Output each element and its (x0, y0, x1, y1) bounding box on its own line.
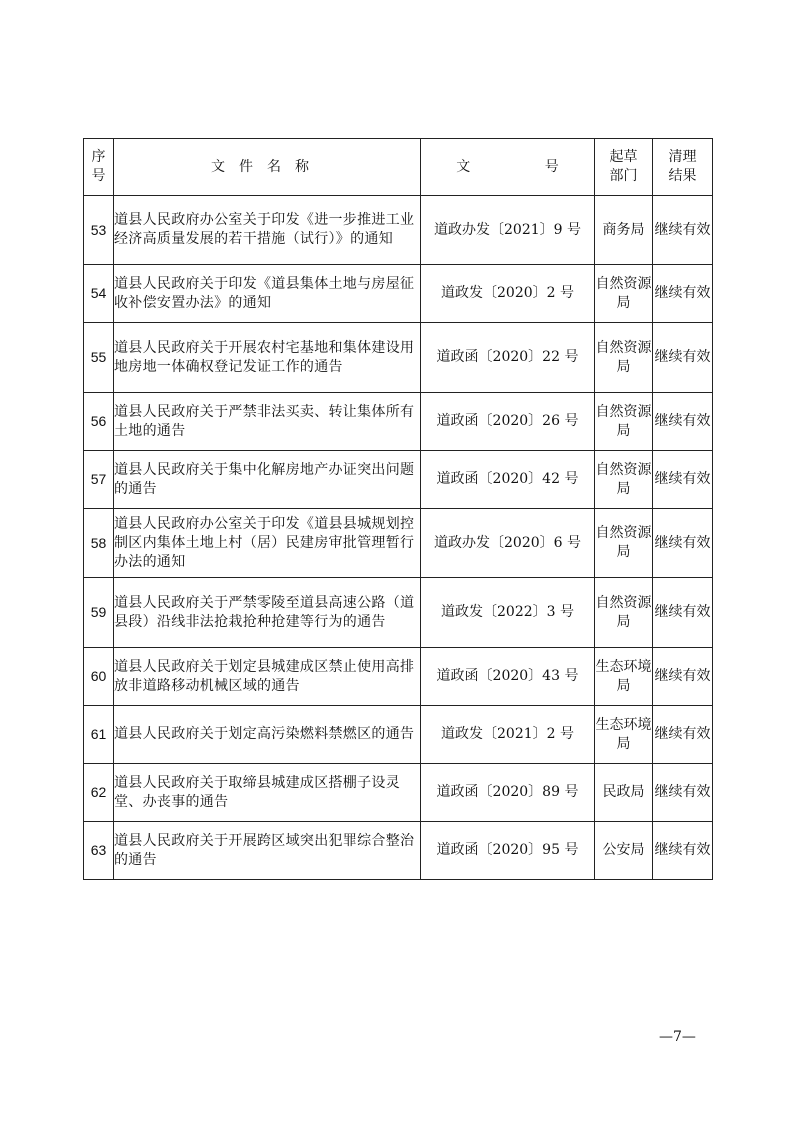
header-result: 清理 结果 (653, 139, 713, 196)
table-header-row (84, 139, 713, 196)
row-doc-no: 道政函〔2020〕26 号 (421, 393, 595, 451)
row-dept: 生态环境局 (595, 648, 653, 706)
row-seq: 57 (84, 451, 114, 509)
row-name: 道县人民政府关于严禁零陵至道县高速公路（道县段）沿线非法抢栽抢种抢建等行为的通告 (114, 578, 421, 648)
row-seq: 54 (84, 265, 114, 323)
table-row (84, 706, 713, 764)
row-seq: 59 (84, 578, 114, 648)
row-doc-no: 道政发〔2022〕3 号 (421, 578, 595, 648)
row-seq: 55 (84, 323, 114, 393)
table-row (84, 265, 713, 323)
row-name: 道县人民政府关于划定高污染燃料禁燃区的通告 (114, 706, 421, 764)
row-seq: 56 (84, 393, 114, 451)
header-dept: 起草 部门 (595, 139, 653, 196)
table-row (84, 764, 713, 822)
row-dept: 自然资源局 (595, 265, 653, 323)
row-seq: 60 (84, 648, 114, 706)
table-row (84, 509, 713, 578)
row-result: 继续有效 (653, 578, 713, 648)
table-row (84, 451, 713, 509)
row-result: 继续有效 (653, 265, 713, 323)
row-result: 继续有效 (653, 323, 713, 393)
row-name: 道县人民政府关于取缔县城建成区搭棚子设灵堂、办丧事的通告 (114, 764, 421, 822)
row-dept: 商务局 (595, 196, 653, 265)
row-result: 继续有效 (653, 451, 713, 509)
row-dept: 生态环境局 (595, 706, 653, 764)
row-result: 继续有效 (653, 393, 713, 451)
row-dept: 自然资源局 (595, 578, 653, 648)
table-row (84, 393, 713, 451)
row-doc-no: 道政函〔2020〕89 号 (421, 764, 595, 822)
row-name: 道县人民政府关于划定县城建成区禁止使用高排放非道路移动机械区域的通告 (114, 648, 421, 706)
row-seq: 61 (84, 706, 114, 764)
row-name: 道县人民政府关于集中化解房地产办证突出问题的通告 (114, 451, 421, 509)
row-name: 道县人民政府关于开展跨区域突出犯罪综合整治的通告 (114, 822, 421, 880)
row-name: 道县人民政府关于印发《道县集体土地与房屋征收补偿安置办法》的通知 (114, 265, 421, 323)
header-name: 文件名称 (114, 139, 421, 196)
row-dept: 自然资源局 (595, 393, 653, 451)
row-doc-no: 道政函〔2020〕95 号 (421, 822, 595, 880)
table-row (84, 323, 713, 393)
row-seq: 63 (84, 822, 114, 880)
row-doc-no: 道政发〔2021〕2 号 (421, 706, 595, 764)
row-result: 继续有效 (653, 764, 713, 822)
table-row (84, 822, 713, 880)
table-row (84, 578, 713, 648)
row-name: 道县人民政府关于严禁非法买卖、转让集体所有土地的通告 (114, 393, 421, 451)
table-row (84, 648, 713, 706)
row-result: 继续有效 (653, 648, 713, 706)
row-name: 道县人民政府办公室关于印发《进一步推进工业经济高质量发展的若干措施（试行）》的通知 (114, 196, 421, 265)
header-doc-no: 文 号 (421, 139, 595, 196)
row-doc-no: 道政办发〔2020〕6 号 (421, 509, 595, 578)
row-result: 继续有效 (653, 822, 713, 880)
row-dept: 自然资源局 (595, 509, 653, 578)
row-name: 道县人民政府办公室关于印发《道县县城规划控制区内集体土地上村（居）民建房审批管理暂行办法的通知 (114, 509, 421, 578)
table-row (84, 196, 713, 265)
row-seq: 58 (84, 509, 114, 578)
page-number: —7— (659, 1029, 696, 1045)
row-name: 道县人民政府关于开展农村宅基地和集体建设用地房地一体确权登记发证工作的通告 (114, 323, 421, 393)
row-result: 继续有效 (653, 509, 713, 578)
row-dept: 自然资源局 (595, 323, 653, 393)
row-doc-no: 道政办发〔2021〕9 号 (421, 196, 595, 265)
row-dept: 民政局 (595, 764, 653, 822)
row-result: 继续有效 (653, 196, 713, 265)
row-doc-no: 道政函〔2020〕42 号 (421, 451, 595, 509)
header-seq: 序 号 (84, 139, 114, 196)
row-doc-no: 道政发〔2020〕2 号 (421, 265, 595, 323)
row-doc-no: 道政函〔2020〕22 号 (421, 323, 595, 393)
row-dept: 公安局 (595, 822, 653, 880)
document-table (83, 138, 713, 880)
row-result: 继续有效 (653, 706, 713, 764)
row-seq: 62 (84, 764, 114, 822)
row-seq: 53 (84, 196, 114, 265)
row-doc-no: 道政函〔2020〕43 号 (421, 648, 595, 706)
row-dept: 自然资源局 (595, 451, 653, 509)
